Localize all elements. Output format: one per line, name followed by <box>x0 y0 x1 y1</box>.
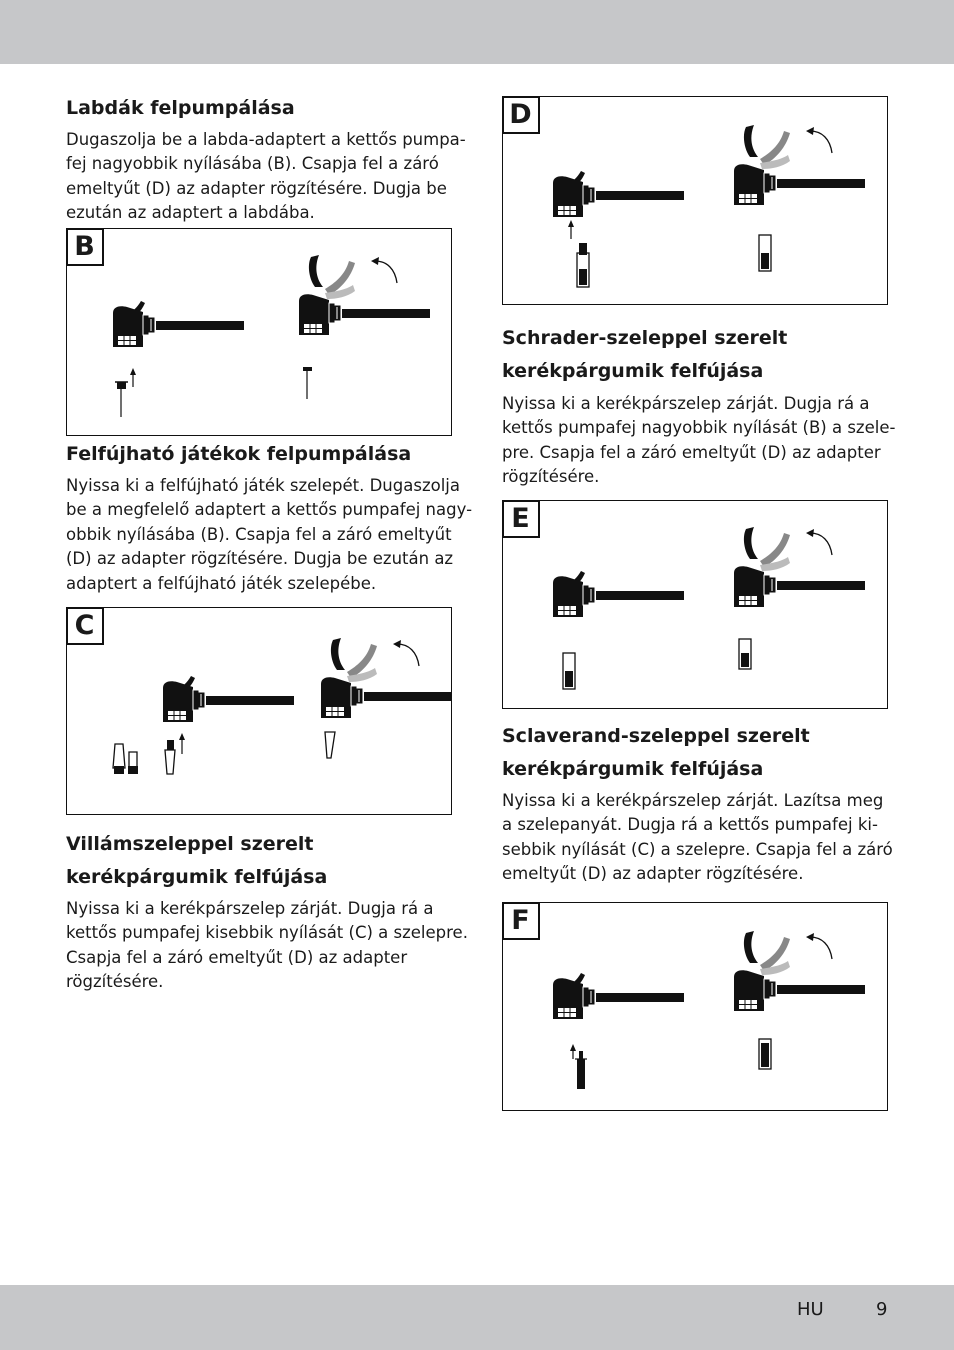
footer-language: HU <box>797 1299 824 1320</box>
figure-label-b: B <box>66 228 104 266</box>
figure-label-c: C <box>66 607 104 645</box>
figure-b <box>66 228 452 436</box>
text-line: Nyissa ki a kerékpárszelep zárját. Lazítsa meg <box>502 791 884 810</box>
heading-sclaverand-valve <box>502 720 810 786</box>
text-schrader-valve <box>502 392 895 490</box>
text-line: pre. Csapja fel a záró emeltyűt (D) az adapter <box>502 442 881 462</box>
figure-d-illustration <box>503 97 889 306</box>
heading-line: kerékpárgumik felfújása <box>502 360 764 382</box>
text-line: Nyissa ki a kerékpárszelep zárját. Dugja rá a <box>66 899 434 918</box>
text-line: emeltyűt (D) az adapter rögzítésére. Dugja be <box>66 178 447 198</box>
heading-line: kerékpárgumik felfújása <box>66 866 328 888</box>
heading-lightning-valve <box>66 828 327 894</box>
figure-e <box>502 500 888 709</box>
text-line: kettős pumpafej nagyobbik nyílását (B) a szele- <box>502 418 896 438</box>
figure-e-illustration <box>503 501 889 710</box>
figure-c-illustration <box>67 608 453 816</box>
text-line: Csapja fel a záró emeltyűt (D) az adapter <box>66 947 408 967</box>
figure-label-f: F <box>502 902 540 940</box>
text-line: fej nagyobbik nyílásába (B). Csapja fel a záró <box>66 154 439 174</box>
figure-c <box>66 607 452 815</box>
text-line: Nyissa ki a felfújható játék szelepét. Dugaszolja <box>66 476 460 495</box>
heading-inflatable-toys: Felfújható játékok felpumpálása <box>66 443 412 465</box>
figure-f <box>502 902 888 1111</box>
text-line: emeltyűt (D) az adapter rögzítésére. <box>502 864 804 884</box>
figure-f-illustration <box>503 903 889 1112</box>
figure-label-e: E <box>502 500 540 538</box>
text-line: sebbik nyílását (C) a szelepre. Csapja fel a záró <box>502 839 893 859</box>
text-line: Dugaszolja be a labda-adaptert a kettős pumpa- <box>66 130 466 149</box>
heading-schrader-valve <box>502 322 787 388</box>
text-line: (D) az adapter rögzítésére. Dugja be ezután az <box>66 549 454 569</box>
text-line: be a megfelelő adaptert a kettős pumpafej nagy- <box>66 500 473 520</box>
text-ball-inflation <box>66 128 466 226</box>
text-lightning-valve <box>66 897 468 995</box>
text-line: rögzítésére. <box>66 972 164 992</box>
figure-label-d: D <box>502 96 540 134</box>
text-inflatable-toys <box>66 474 472 596</box>
figure-b-illustration <box>67 229 453 437</box>
text-line: obbik nyílásába (B). Csapja fel a záró emeltyűt <box>66 524 452 544</box>
heading-line: Schrader-szeleppel szerelt <box>502 327 788 349</box>
text-line: adaptert a felfújható játék szelepébe. <box>66 573 377 593</box>
text-line: rögzítésére. <box>502 467 600 487</box>
text-line: Nyissa ki a kerékpárszelep zárját. Dugja rá a <box>502 394 870 413</box>
heading-line: kerékpárgumik felfújása <box>502 758 764 780</box>
text-line: ezután az adaptert a labdába. <box>66 203 315 223</box>
footer-page-number: 9 <box>876 1299 888 1320</box>
figure-d <box>502 96 888 305</box>
heading-line: Sclaverand-szeleppel szerelt <box>502 725 810 747</box>
top-band <box>0 0 954 64</box>
heading-line: Villámszeleppel szerelt <box>66 833 314 855</box>
text-line: a szelepanyát. Dugja rá a kettős pumpafej ki- <box>502 815 878 835</box>
text-sclaverand-valve <box>502 789 893 887</box>
heading-ball-inflation: Labdák felpumpálása <box>66 97 295 119</box>
text-line: kettős pumpafej kisebbik nyílását (C) a szelepre. <box>66 923 468 943</box>
